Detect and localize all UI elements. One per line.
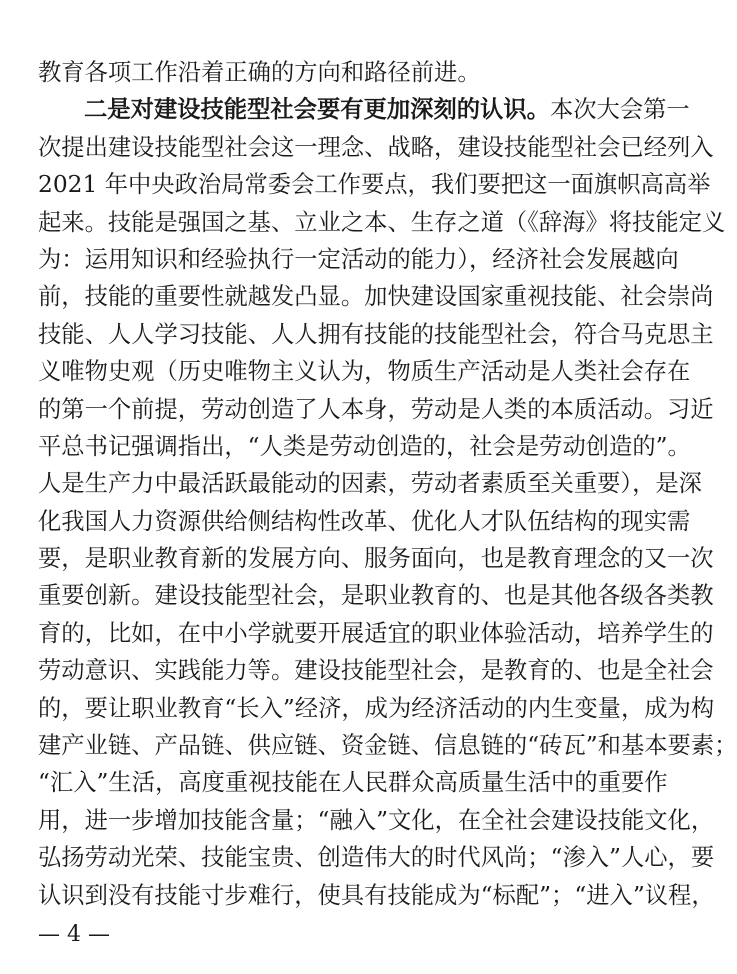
text-line-15: 重要创新。建设技能型社会，是职业教育的、也是其他各级各类教 [38,582,714,610]
text-line-6: 为：运用知识和经验执行一定活动的能力），经济社会发展越向 [38,245,679,273]
text-line-23: 认识到没有技能寸步难行，使具有技能成为“标配”；“进入”议程， [38,881,715,909]
text-line-16: 育的，比如，在中小学就要开展适宜的职业体验活动，培养学生的 [38,619,714,647]
text-line-5: 起来。技能是强国之基、立业之本、生存之道（《辞海》将技能定义 [38,208,726,236]
text-line-18: 的，要让职业教育“长入”经济，成为经济活动的内生变量，成为构 [38,694,715,722]
text-line-21: 用，进一步增加技能含量；“融入”文化，在全社会建设技能文化， [38,806,715,834]
text-line-20: “汇入”生活，高度重视技能在人民群众高质量生活中的重要作 [38,769,668,797]
text-line-2: 二是对建设技能型社会要有更加深刻的认识。本次大会第一 [84,96,690,124]
text-line-7: 前，技能的重要性就越发凸显。加快建设国家重视技能、社会崇尚 [38,283,714,311]
text-line-8: 技能、人人学习技能、人人拥有技能的技能型社会，符合马克思主 [38,320,714,348]
section-heading: 二是对建设技能型社会要有更加深刻的认识。 [84,96,550,124]
text-line-22: 弘扬劳动光荣、技能宝贵、创造伟大的时代风尚；“渗入”人心，要 [38,844,715,872]
text-line-19: 建产业链、产品链、供应链、资金链、信息链的“砖瓦”和基本要素； [38,732,737,760]
body-text [38,54,737,914]
text-line-17: 劳动意识、实践能力等。建设技能型社会，是教育的、也是全社会 [38,657,714,685]
text-line-3: 次提出建设技能型社会这一理念、战略，建设技能型社会已经列入 [38,133,714,161]
text-line-14: 要，是职业教育新的发展方向、服务面向，也是教育理念的又一次 [38,545,714,573]
text-line-1: 教育各项工作沿着正确的方向和路径前进。 [38,59,481,86]
text-line-12: 人是生产力中最活跃最能动的因素，劳动者素质至关重要），是深 [38,470,702,498]
text-line-11: 平总书记强调指出，“人类是劳动创造的，社会是劳动创造的”。 [38,432,691,460]
text-line-10: 的第一个前提，劳动创造了人本身，劳动是人类的本质活动。习近 [38,395,714,423]
text-line-9: 义唯物史观（历史唯物主义认为，物质生产活动是人类社会存在 [38,358,691,386]
text-line-4: 2021 年中央政治局常委会工作要点，我们要把这一面旗帜高高举 [38,171,711,199]
text-line-13: 化我国人力资源供给侧结构性改革、优化人才队伍结构的现实需 [38,507,691,535]
page-number: — 4 — [38,922,110,947]
